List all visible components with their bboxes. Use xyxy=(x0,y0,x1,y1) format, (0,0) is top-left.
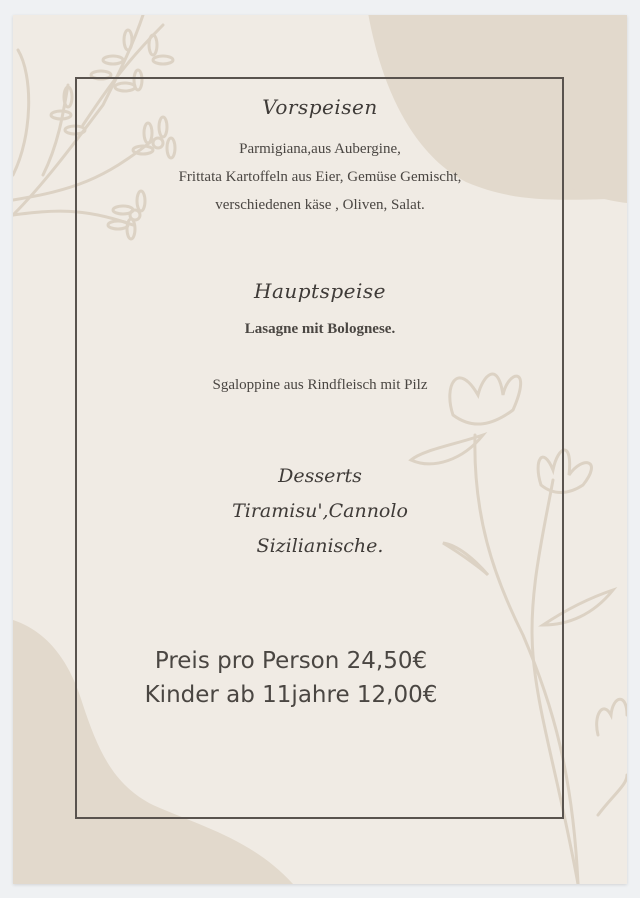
starters-line-3: verschiedenen käse , Oliven, Salat. xyxy=(215,197,425,213)
child-price: Kinder ab 11jahre 12,00€ xyxy=(144,682,438,708)
mains-line-1: Lasagne mit Bolognese. xyxy=(244,321,396,337)
adult-price: Preis pro Person 24,50€ xyxy=(154,648,428,674)
mains-heading: Hauptspeise xyxy=(254,279,386,303)
desserts-heading: Desserts xyxy=(278,465,362,487)
starters-heading: Vorspeisen xyxy=(262,95,378,119)
starters-line-1: Parmigiana,aus Aubergine, xyxy=(239,141,401,157)
desserts-line-2: Sizilianische. xyxy=(256,535,384,557)
menu-page xyxy=(13,15,627,884)
starters-line-2: Frittata Kartoffeln aus Eier, Gemüse Gemischt, xyxy=(178,169,462,185)
desserts-line-1: Tiramisu',Cannolo xyxy=(232,500,408,522)
mains-line-2: Sgaloppine aus Rindfleisch mit Pilz xyxy=(212,377,428,393)
